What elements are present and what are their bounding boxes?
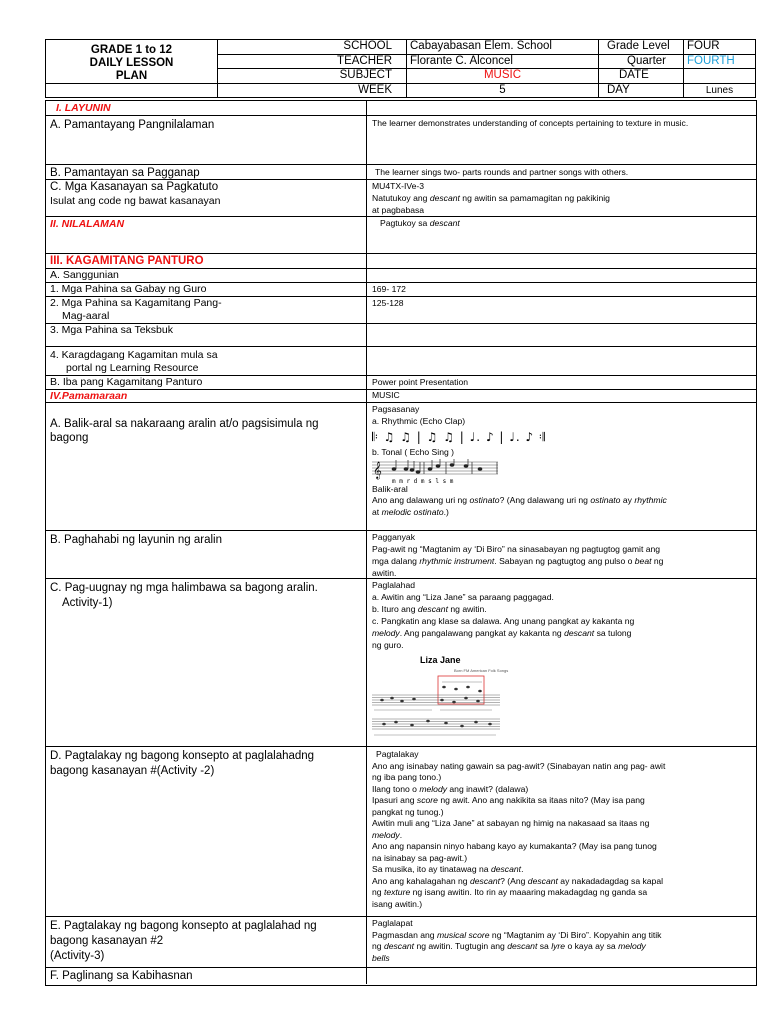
section-kagamitan: III. KAGAMITANG PANTURO [50,255,204,267]
pag-uugnay-label-2: Activity-1) [62,597,113,609]
grade-level-value: FOUR [684,40,756,55]
date-label: DATE [599,69,684,84]
teacher-label: TEACHER [218,54,407,69]
section-layunin: I. LAYUNIN [56,102,111,114]
iba-pang-kagamitan-label: B. Iba pang Kagamitang Panturo [50,376,203,388]
pagtalakay-line: isang awitin.) [372,898,423,909]
pagtalakay-line: pangkat ng tunog.) [372,806,444,817]
pag-uugnay-label: C. Pag-uugnay ng mga halimbawa sa bagong aralin. [50,582,318,594]
pagtalakay-2-label-3: (Activity-3) [50,950,105,962]
svg-text:𝄞: 𝄞 [373,461,382,479]
kasanayan-sublabel: Isulat ang code ng bawat kasanayan [50,195,221,207]
pamantayang-pangnilalaman-value: The learner demonstrates understanding of concepts pertaining to texture in music. [372,118,689,128]
pagtalakay-line: ng iba pang tono.) [372,772,442,782]
balik-aral-question-2: at melodic ostinato.) [372,507,449,517]
paglalahad-line-5: ng guro. [372,640,404,650]
paglalapat-body [372,918,752,964]
pagganyak-line-1: Pag-awit ng “Magtanim ay ‘Di Biro” na sinasabayan ng pagtugtog gamit ang [372,544,661,554]
kagamitang-pang-label: 2. Mga Pahina sa Kagamitang Pang- [50,297,222,309]
paglalahad-heading: Paglalahad [372,580,416,590]
pagtalakay-line: melody. [372,829,403,840]
kasanayan-value: Natutukoy ang descant ng awitin sa pamamagitan ng pakikinig [372,193,610,203]
section-pamamaraan: IV.Pamamaraan [50,390,128,402]
pagtalakay-2-label: E. Pagtalakay ng bagong konsepto at paglalahad ng [50,920,317,932]
pagtalakay-label-2: bagong kasanayan #(Activity -2) [50,765,215,777]
kagamitang-pang-value: 125-128 [372,298,404,308]
teacher-value: Florante C. Alconcel [407,54,599,69]
teksbuk-label: 3. Mga Pahina sa Teksbuk [50,324,173,336]
header-table [45,39,756,98]
header-blank [46,84,218,98]
liza-jane-score [372,655,509,745]
plan-title: GRADE 1 to 12 DAILY LESSON PLAN [46,40,218,84]
sanggunian-label: A. Sanggunian [50,269,119,281]
balik-aral-question: Ano ang dalawang uri ng ostinato? (Ang dalawang uri ng ostinato ay rhythmic [372,495,667,505]
paglinang-label: F. Paglinang sa Kabihasnan [50,970,193,982]
score-title: Liza Jane [420,655,461,665]
nilalaman-value: Pagtukoy sa descant [380,218,460,228]
day-label: DAY [599,84,684,98]
pagganyak-heading: Pagganyak [372,532,416,542]
rhythm-pattern: 𝄆 ♫ ♫ | ♫ ♫ | ♩. ♪ | ♩. ♪ 𝄇 [372,430,546,444]
pagtalakay-label: D. Pagtalakay ng bagong konsepto at paglalahadng [50,750,315,762]
iba-pang-kagamitan-value: Power point Presentation [372,377,469,387]
pagtalakay-line: Sa musika, ito ay tinatawag na descant. [372,864,524,874]
date-value [684,69,756,84]
karagdagang-label: 4. Karagdagang Kagamitan mula sa [50,349,218,361]
pagtalakay-2-label-2: bagong kasanayan #2 [50,935,164,947]
pagtalakay-line: Ipasuri ang score ng awit. Ano ang nakikita sa itaas nito? (May isa pang [372,795,645,805]
pagtalakay-line: Ano ang isinabay nating gawain sa pag-awit? (Sinabayan natin ang pag- awit [372,760,666,771]
rhythmic-label: a. Rhythmic (Echo Clap) [372,416,466,426]
solfege-text: m m r d m s l s m [392,478,454,485]
grade-level-label: Grade Level [599,40,684,55]
pagtalakay-line: Awitin muli ang “Liza Jane” at sabayan ng himig na nakasaad sa itaas ng [372,818,650,828]
pamamaraan-value: MUSIC [372,390,400,400]
pamantayan-sa-pagganap-label: B. Pamantayan sa Pagganap [50,167,200,179]
score-staff [372,675,502,745]
pagganyak-line-2: mga dalang rhythmic instrument. Sabayan ng pagtugtog ang pulso o beat ng [372,556,664,566]
paghahabi-label: B. Paghahabi ng layunin ng aralin [50,534,222,546]
pamantayang-pangnilalaman-label: A. Pamantayang Pangnilalaman [50,119,215,131]
paglalahad-line-3: c. Pangkatin ang klase sa dalawa. Ang unang pangkat ay kakanta ng [372,616,635,626]
pagtalakay-heading: Pagtalakay [376,749,419,759]
gabay-guro-label: 1. Mga Pahina sa Gabay ng Guro [50,283,207,295]
pagtalakay-line: ng texture ng isang awitin. Ito rin ay maaaring makadagdag ng ganda sa [372,887,648,897]
score-subtitle: Born FM American Folk Songs [454,668,509,673]
paglalapat-heading: Paglalapat [372,918,413,928]
quarter-value: FOURTH [684,54,756,69]
pagtalakay-body [372,749,752,910]
pagtalakay-line: Ano ang kahalagahan ng descant? (Ang descant ay nakadadagdag sa kapal [372,875,664,886]
section-nilalaman: II. NILALAMAN [50,218,125,230]
quarter-label: Quarter [599,54,684,69]
paglalahad-line-2: b. Ituro ang descant ng awitin. [372,604,487,614]
gabay-guro-value: 169- 172 [372,284,406,294]
pagtalakay-line: Ano ang napansin ninyo habang kayo ay kumakanta? (May isa pang tunog [372,841,657,851]
paglalapat-line: Pagmasdan ang musical score ng “Magtanim ay ‘Di Biro”. Kopyahin ang titik [372,929,662,940]
tonal-staff [372,459,500,485]
pagtalakay-line: na isinabay sa pag-awit.) [372,852,468,863]
kasanayan-label: C. Mga Kasanayan sa Pagkatuto [50,181,219,193]
pamantayan-sa-pagganap-value: The learner sings two- parts rounds and partner songs with others. [375,167,629,177]
kagamitang-pang-label-2: Mag-aaral [62,310,110,322]
kasanayan-code: MU4TX-IVe-3 [372,181,425,191]
week-label: WEEK [218,84,407,98]
week-value: 5 [407,84,599,98]
balik-aral-label: A. Balik-aral sa nakaraang aralin at/o pagsisimula ng bagong [50,418,319,444]
pagtalakay-line: Ilang tono o melody ang inawit? (dalawa) [372,783,529,794]
subject-label: SUBJECT [218,69,407,84]
school-value: Cabayabasan Elem. School [407,40,599,55]
subject-value: MUSIC [407,69,599,84]
balik-aral-heading: Balik-aral [372,484,408,494]
tonal-label: b. Tonal ( Echo Sing ) [372,447,455,457]
pagsasanay-heading: Pagsasanay [372,404,420,414]
paglalahad-line-1: a. Awitin ang “Liza Jane” sa paraang paggagad. [372,592,554,602]
paglalapat-line: ng descant ng awitin. Tugtugin ang descant sa lyre o kaya ay sa melody [372,941,646,951]
kasanayan-value-2: at pagbabasa [372,205,425,215]
paglalapat-line: bells [372,952,390,963]
karagdagang-label-2: portal ng Learning Resource [66,362,199,374]
column-divider [366,100,367,984]
paglalahad-line-4: melody. Ang pangalawang pangkat ay kakanta ng descant sa tulong [372,628,632,638]
day-value: Lunes [684,84,756,98]
pagganyak-line-3: awitin. [372,568,397,578]
school-label: SCHOOL [218,40,407,55]
